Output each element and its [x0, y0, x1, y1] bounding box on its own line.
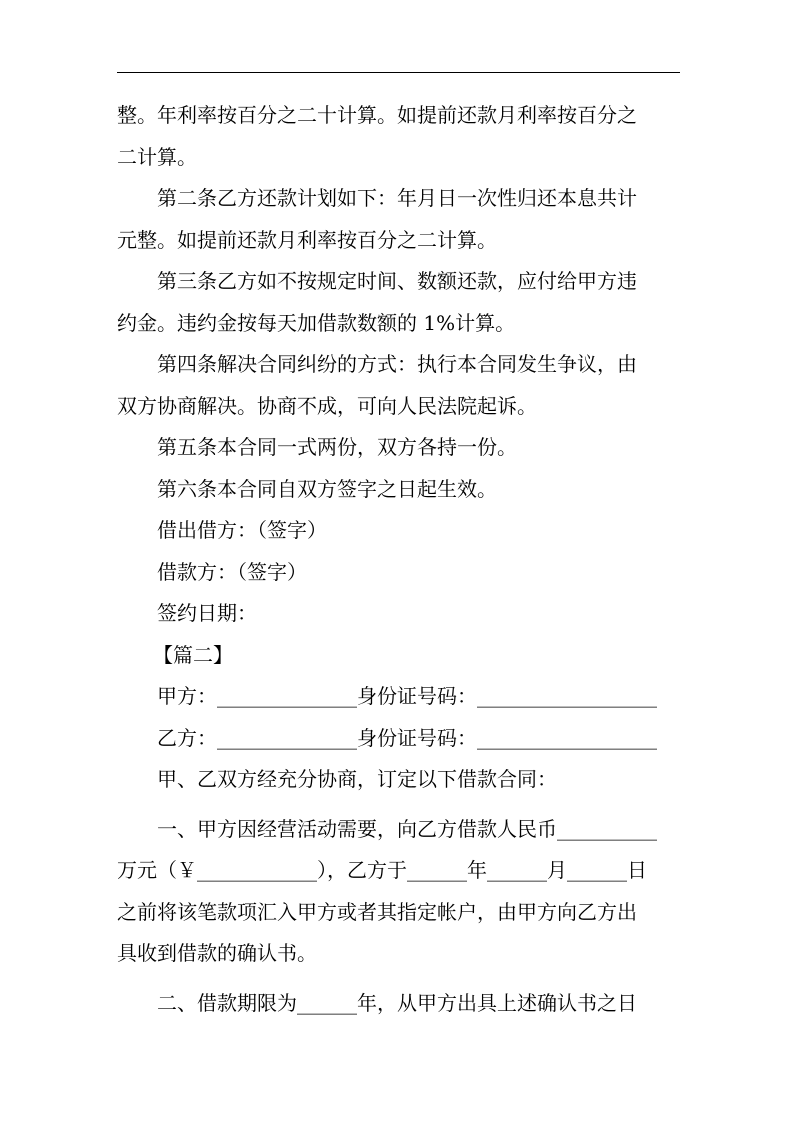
party-b-line: 乙方：______________身份证号码：__________________: [157, 725, 657, 750]
clause-six-line: 第六条本合同自双方签字之日起生效。: [157, 476, 497, 501]
paragraph-line: 元整。如提前还款月利率按百分之二计算。: [117, 227, 497, 252]
article-one-line: 一、甲方因经营活动需要，向乙方借款人民币__________: [157, 816, 657, 841]
paragraph-line: 二计算。: [117, 144, 197, 169]
agreement-intro-line: 甲、乙双方经充分协商，订定以下借款合同：: [157, 767, 557, 791]
paragraph-line: 双方协商解决。协商不成，可向人民法院起诉。: [117, 393, 537, 418]
clause-four-line: 第四条解决合同纠纷的方式：执行本合同发生争议，由: [157, 352, 637, 376]
signing-date-line: 签约日期：: [157, 601, 257, 625]
clause-five-line: 第五条本合同一式两份，双方各持一份。: [157, 435, 517, 459]
paragraph-line: 整。年利率按百分之二十计算。如提前还款月利率按百分之: [117, 103, 637, 127]
borrower-signature-line: 借款方：（签字）: [157, 559, 307, 584]
paragraph-line: 约金。违约金按每天加借款数额的 1%计算。: [117, 310, 516, 335]
paragraph-line: 万元（￥____________），乙方于______年______月______日: [117, 858, 647, 882]
lender-signature-line: 借出借方：（签字）: [157, 518, 327, 542]
paragraph-line: 具收到借款的确认书。: [117, 941, 317, 965]
document-body: [117, 95, 680, 1024]
header-rule: [117, 72, 680, 73]
article-two-line: 二、借款期限为______年，从甲方出具上述确认书之日: [157, 990, 637, 1015]
party-a-line: 甲方：______________身份证号码：__________________: [157, 684, 657, 708]
section-heading: 【篇二】: [153, 642, 233, 667]
paragraph-line: 之前将该笔款项汇入甲方或者其指定帐户，由甲方向乙方出: [117, 899, 637, 924]
clause-two-line: 第二条乙方还款计划如下：年月日一次性归还本息共计: [157, 186, 637, 210]
clause-three-line: 第三条乙方如不按规定时间、数额还款，应付给甲方违: [157, 269, 637, 293]
